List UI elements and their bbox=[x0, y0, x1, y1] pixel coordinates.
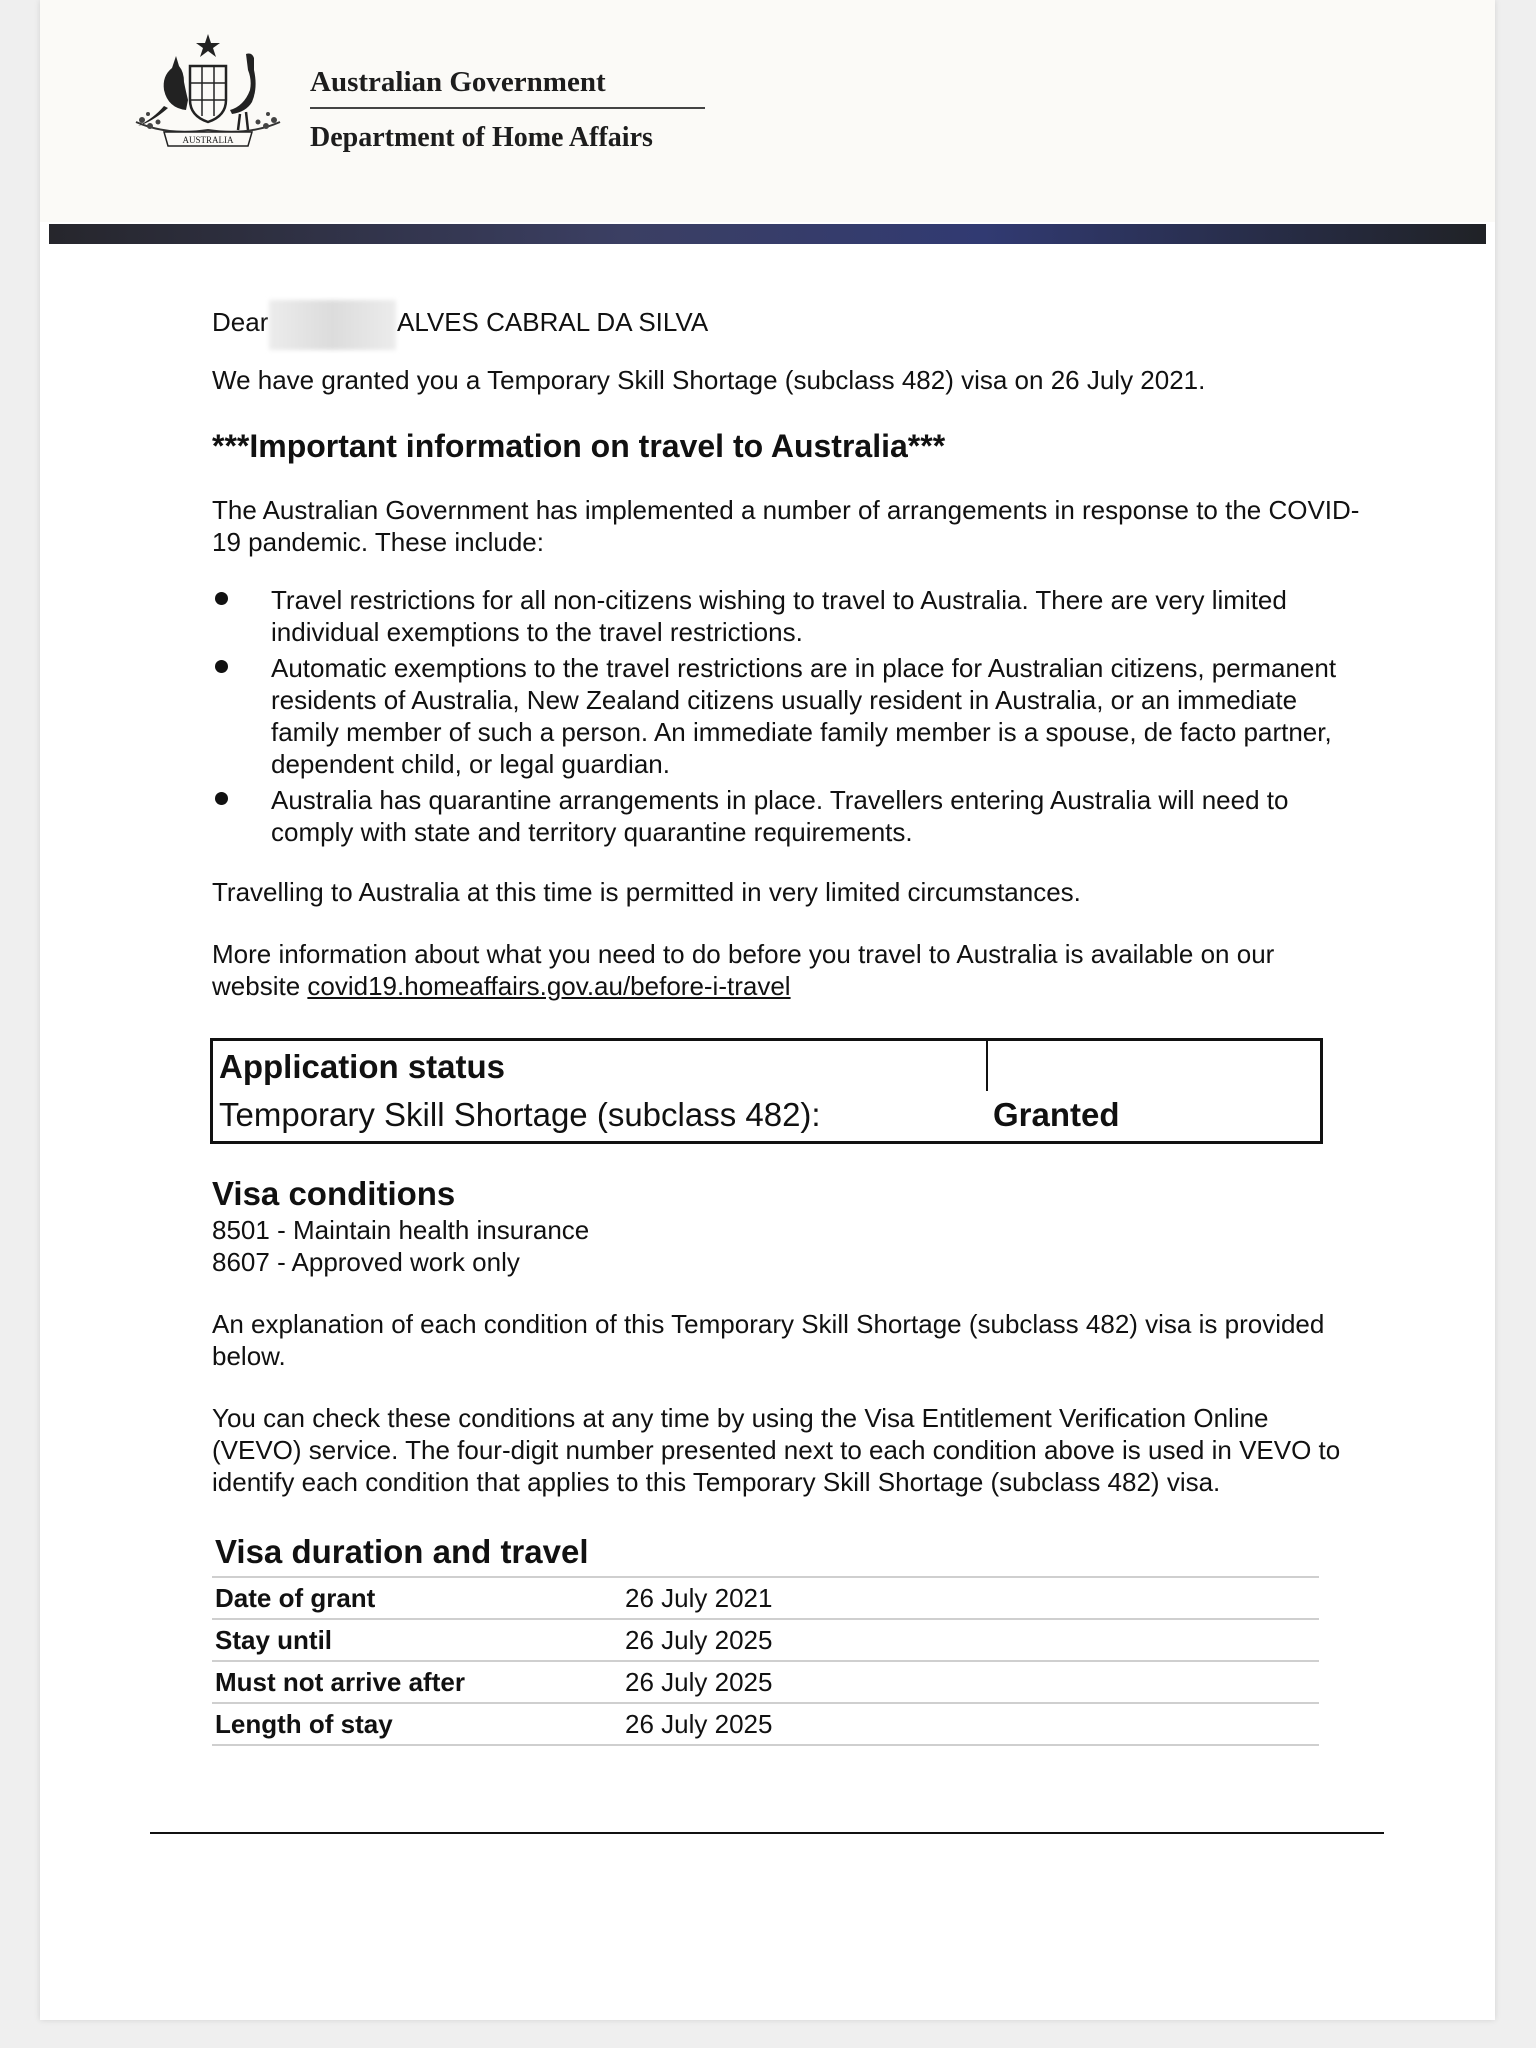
table-row bbox=[212, 1661, 1319, 1703]
important-heading: ***Important information on travel to Australia*** bbox=[212, 428, 946, 464]
svg-text:AUSTRALIA: AUSTRALIA bbox=[182, 135, 234, 145]
visa-duration-table bbox=[212, 1576, 1319, 1746]
bullet-icon bbox=[215, 792, 228, 805]
list-item: Automatic exemptions to the travel restrictions are in place for Australian citizens, permanent residents of Australia, New Zealand citizens usually resident in Australia, or an immediate family member of such a person. An immediate family member is a spouse, de facto partner, dependent child, or legal guardian. bbox=[212, 652, 1362, 780]
bullet-icon bbox=[215, 592, 228, 605]
duration-label: Must not arrive after bbox=[212, 1661, 622, 1703]
salutation-surname: ALVES CABRAL DA SILVA bbox=[397, 307, 709, 337]
redacted-given-name bbox=[269, 300, 396, 350]
list-item: Australia has quarantine arrangements in place. Travellers entering Australia will need to comply with state and territory quarantine requirements. bbox=[212, 784, 1362, 848]
visa-duration-title: Visa duration and travel bbox=[215, 1533, 589, 1570]
government-name: Australian Government bbox=[310, 66, 606, 98]
more-info-text: More information about what you need to do before you travel to Australia is available on our website bbox=[212, 939, 1275, 1001]
condition-item: 8501 - Maintain health insurance bbox=[212, 1215, 590, 1245]
more-info bbox=[212, 938, 1362, 1002]
duration-value: 26 July 2025 bbox=[622, 1703, 1319, 1745]
letter-body bbox=[212, 300, 1362, 1746]
letter-page bbox=[40, 0, 1495, 2020]
table-row bbox=[212, 1619, 1319, 1661]
bullet-icon bbox=[215, 660, 228, 673]
duration-value: 26 July 2025 bbox=[622, 1661, 1319, 1703]
table-row bbox=[212, 1703, 1319, 1745]
application-status-box bbox=[210, 1038, 1323, 1144]
travel-limited-note: Travelling to Australia at this time is permitted in very limited circumstances. bbox=[212, 877, 1081, 907]
status-visa-label: Temporary Skill Shortage (subclass 482): bbox=[219, 1096, 821, 1133]
header-banner bbox=[49, 224, 1486, 244]
duration-label: Length of stay bbox=[212, 1703, 622, 1745]
covid-intro: The Australian Government has implemented a number of arrangements in response to the COVID-19 pandemic. These include: bbox=[212, 495, 1360, 557]
salutation bbox=[212, 300, 1362, 346]
grant-sentence: We have granted you a Temporary Skill Shortage (subclass 482) visa on 26 July 2021. bbox=[212, 365, 1206, 395]
vevo-note: You can check these conditions at any time by using the Visa Entitlement Verification Online (VEVO) service. The four-digit number presented next to each condition above is used in VEVO to identify each condition that applies to this Temporary Skill Shortage (subclass 482) visa. bbox=[212, 1403, 1341, 1497]
table-row bbox=[212, 1577, 1319, 1619]
condition-item: 8607 - Approved work only bbox=[212, 1247, 520, 1277]
duration-value: 26 July 2021 bbox=[622, 1577, 1319, 1619]
status-badge: Granted bbox=[993, 1096, 1120, 1133]
status-divider bbox=[986, 1041, 988, 1091]
covid-bullet-list bbox=[212, 584, 1362, 848]
duration-value: 26 July 2025 bbox=[622, 1619, 1319, 1661]
department-name: Department of Home Affairs bbox=[310, 122, 653, 153]
header-divider bbox=[310, 107, 705, 109]
footer-divider bbox=[150, 1832, 1384, 1834]
conditions-explanation: An explanation of each condition of this Temporary Skill Shortage (subclass 482) visa is provided below. bbox=[212, 1309, 1325, 1371]
salutation-dear: Dear bbox=[212, 307, 269, 337]
before-i-travel-link[interactable]: covid19.homeaffairs.gov.au/before-i-travel bbox=[307, 971, 791, 1001]
conditions-list bbox=[212, 1214, 1362, 1278]
duration-label: Date of grant bbox=[212, 1577, 622, 1619]
duration-label: Stay until bbox=[212, 1619, 622, 1661]
status-title: Application status bbox=[219, 1048, 506, 1085]
list-item: Travel restrictions for all non-citizens wishing to travel to Australia. There are very limited individual exemptions to the travel restrictions. bbox=[212, 584, 1362, 648]
letterhead bbox=[40, 0, 1495, 222]
visa-conditions-title: Visa conditions bbox=[212, 1175, 456, 1212]
coat-of-arms-icon bbox=[128, 30, 288, 160]
